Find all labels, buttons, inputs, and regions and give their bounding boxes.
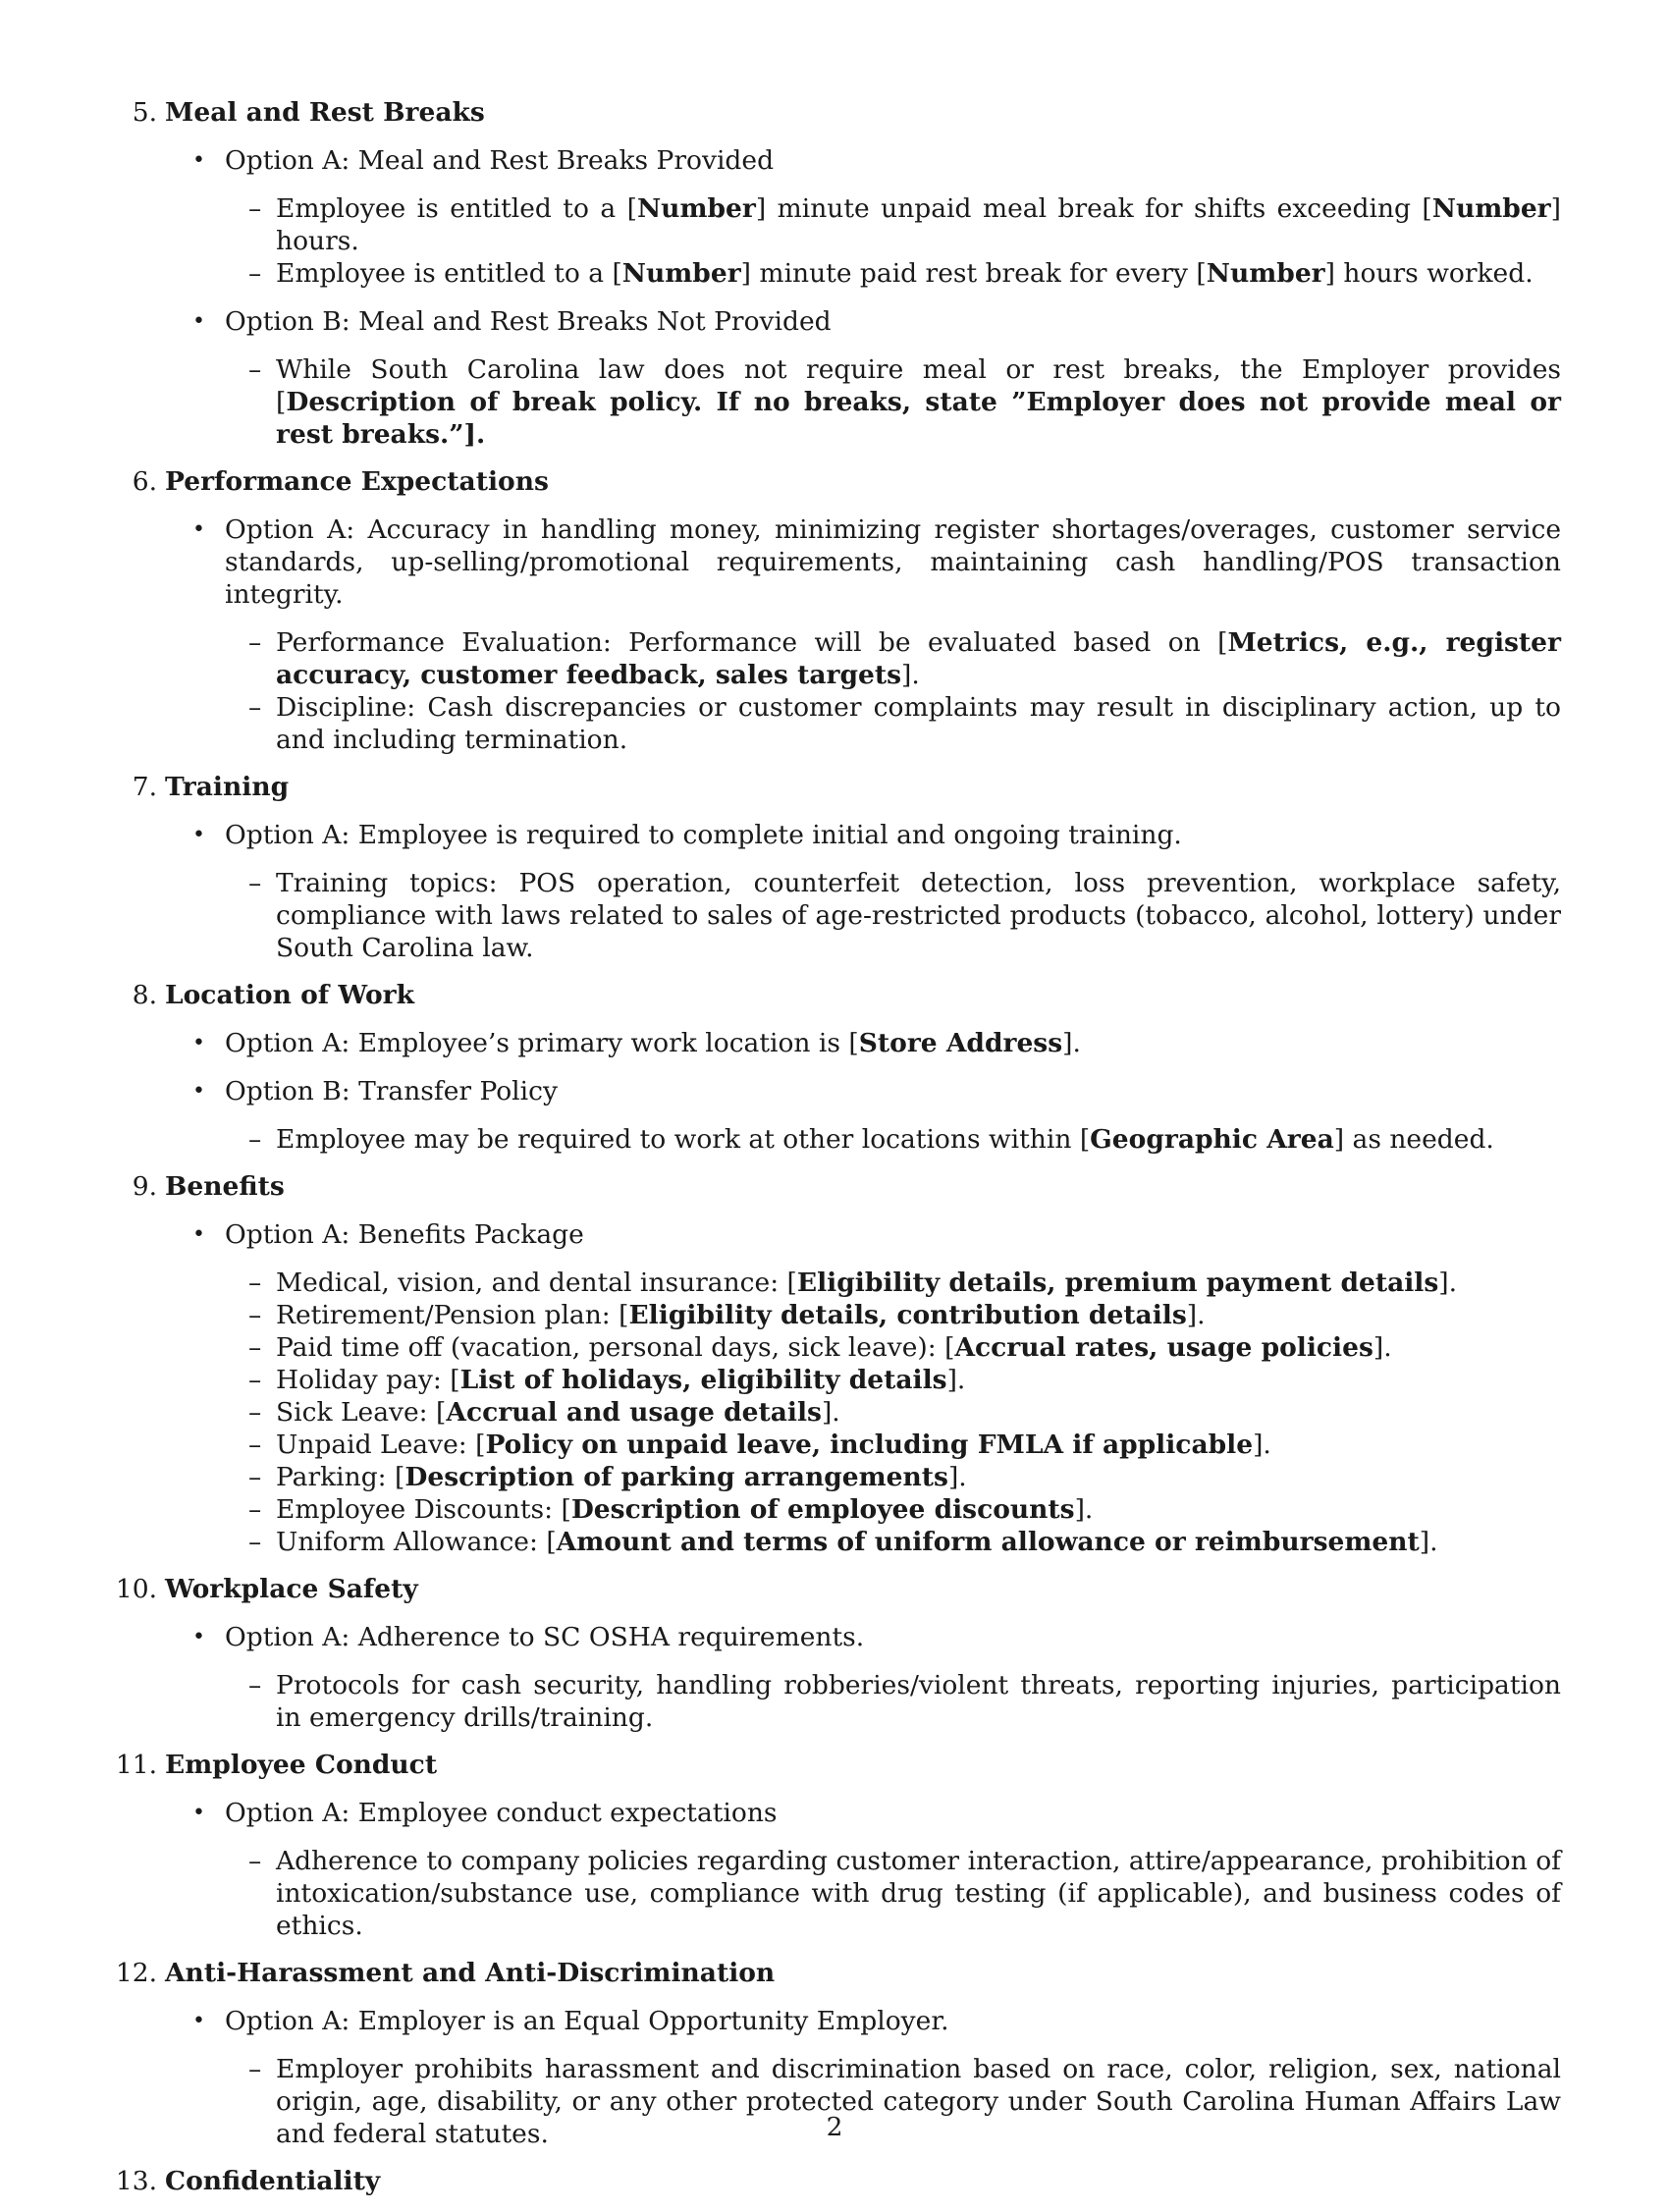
text-run: While South Carolina law does not require meal or rest breaks, the Employer provides [ xyxy=(276,354,1561,417)
placeholder-field: Description of break policy. If no breaks, state ”Employer does not provide meal or rest breaks.”]. xyxy=(276,387,1561,450)
sub-item xyxy=(225,257,1561,290)
section-title: Location of Work xyxy=(165,980,414,1010)
section-number: 10. xyxy=(115,1574,157,1604)
section-title: Meal and Rest Breaks xyxy=(165,97,485,128)
placeholder-field: Eligibility details, contribution details xyxy=(628,1300,1187,1330)
text-run: ]. xyxy=(946,1365,966,1395)
text-run: Adherence to company policies regarding customer interaction, attire/appearance, prohibition of intoxication/substance use, compliance with drug testing (if applicable), and business codes of ethics. xyxy=(276,1846,1561,1941)
text-run: Unpaid Leave: [ xyxy=(276,1430,486,1460)
option-item xyxy=(165,819,1561,964)
document-body xyxy=(115,96,1561,2212)
text-run: Paid time off (vacation, personal days, sick leave): [ xyxy=(276,1332,955,1363)
option-list xyxy=(165,819,1561,964)
option-item xyxy=(165,144,1561,290)
option-list xyxy=(165,1218,1561,1558)
option-text: • Option A: Employer is an Equal Opportunity Employer. xyxy=(225,2006,949,2036)
option-list xyxy=(165,1621,1561,1734)
text-run: Employee Discounts: [ xyxy=(276,1494,571,1525)
placeholder-field: Geographic Area xyxy=(1090,1124,1334,1155)
option-text xyxy=(225,1027,1561,1059)
text-run: Parking: [ xyxy=(276,1462,405,1492)
text-run: Performance Evaluation: Performance will be evaluated based on [ xyxy=(276,627,1228,658)
section-title: Performance Expectations xyxy=(165,466,549,497)
placeholder-field: Amount and terms of uniform allowance or reimbursement xyxy=(556,1527,1420,1557)
placeholder-field: List of holidays, eligibility details xyxy=(459,1365,947,1395)
section-title: Confidentiality xyxy=(165,2166,381,2196)
option-list xyxy=(165,1027,1561,1156)
sub-item xyxy=(225,1123,1561,1156)
text-run: ] minute unpaid meal break for shifts exceeding [ xyxy=(755,193,1432,224)
sub-list xyxy=(225,1267,1561,1558)
text-run: Option A: Employee’s primary work location is [ xyxy=(225,1028,859,1058)
sub-item xyxy=(225,1267,1561,1299)
sub-list xyxy=(225,192,1561,290)
section-number: 8. xyxy=(132,980,157,1010)
section-number: 9. xyxy=(132,1171,157,1202)
sub-item xyxy=(225,867,1561,964)
text-run: ]. xyxy=(947,1462,967,1492)
sub-item xyxy=(225,1493,1561,1526)
section-title: Anti-Harassment and Anti-Discrimination xyxy=(165,1958,776,1988)
text-run: ] hours worked. xyxy=(1324,258,1534,289)
section xyxy=(115,1749,1561,1942)
placeholder-field: Number xyxy=(1206,258,1325,289)
placeholder-field: Number xyxy=(636,193,756,224)
text-run: ]. xyxy=(1419,1527,1438,1557)
text-run: ]. xyxy=(1074,1494,1094,1525)
sub-item xyxy=(225,1396,1561,1429)
text-run: Holiday pay: [ xyxy=(276,1365,460,1395)
placeholder-field: Description of employee discounts xyxy=(570,1494,1075,1525)
text-run: Training topics: POS operation, counterfeit detection, loss prevention, workplace safety, compliance with laws related to sales of age-restricted products (tobacco, alcohol, lottery) under South Carolina law. xyxy=(276,868,1561,963)
placeholder-field: Accrual and usage details xyxy=(446,1397,822,1428)
text-run: Employee is entitled to a [ xyxy=(276,193,637,224)
placeholder-field: Number xyxy=(1431,193,1551,224)
option-item xyxy=(165,305,1561,451)
text-run: ]. xyxy=(901,660,920,690)
section-number: 5. xyxy=(132,97,157,128)
text-run: ] minute paid rest break for every [ xyxy=(740,258,1207,289)
section-number: 7. xyxy=(132,772,157,802)
option-item xyxy=(165,1218,1561,1558)
sub-item xyxy=(225,626,1561,691)
option-text: • Option B: Transfer Policy xyxy=(225,1076,558,1106)
placeholder-field: Metrics, e.g., register accuracy, customer feedback, sales targets xyxy=(276,627,1561,690)
text-run: Employer prohibits harassment and discrimination based on race, color, religion, sex, national origin, age, disability, or any other protected category under South Carolina Human Affairs Law and federal statutes. xyxy=(276,2054,1561,2149)
sub-item xyxy=(225,1669,1561,1734)
section xyxy=(128,771,1561,964)
sub-list xyxy=(225,626,1561,756)
section xyxy=(115,1573,1561,1734)
sub-list xyxy=(225,1669,1561,1734)
option-text: • Option B: Meal and Rest Breaks Not Provided xyxy=(225,306,832,337)
sub-item xyxy=(225,192,1561,257)
sub-list xyxy=(225,1123,1561,1156)
section-title: Employee Conduct xyxy=(165,1750,438,1780)
placeholder-field: Eligibility details, premium payment details xyxy=(796,1268,1439,1298)
text-run: ]. xyxy=(1253,1430,1271,1460)
section-number: 11. xyxy=(115,1750,157,1780)
section xyxy=(128,96,1561,451)
option-item xyxy=(165,1621,1561,1734)
option-item xyxy=(165,1075,1561,1156)
text-run: ]. xyxy=(1373,1332,1392,1363)
option-text: • Option A: Accuracy in handling money, minimizing register shortages/overages, customer service standards, up-selling/promotional requirements, maintaining cash handling/POS transaction integrity. xyxy=(225,514,1561,610)
placeholder-field: Store Address xyxy=(858,1028,1063,1058)
placeholder-field: Description of parking arrangements xyxy=(404,1462,948,1492)
text-run: Uniform Allowance: [ xyxy=(276,1527,557,1557)
option-text: • Option A: Adherence to SC OSHA requirements. xyxy=(225,1622,865,1652)
text-run: Protocols for cash security, handling robberies/violent threats, reporting injuries, participation in emergency drills/training. xyxy=(276,1670,1561,1733)
text-run: ] hours. xyxy=(276,193,1561,256)
section xyxy=(128,465,1561,756)
sub-item xyxy=(225,1299,1561,1331)
option-list xyxy=(165,513,1561,756)
section xyxy=(128,979,1561,1156)
option-item xyxy=(165,1027,1561,1059)
option-item xyxy=(165,513,1561,756)
option-text: • Option A: Meal and Rest Breaks Provided xyxy=(225,145,775,176)
sub-item xyxy=(225,1461,1561,1493)
text-run: Discipline: Cash discrepancies or customer complaints may result in disciplinary action, up to and including termination. xyxy=(276,692,1561,755)
text-run: ]. xyxy=(1062,1028,1081,1058)
sub-list xyxy=(225,353,1561,451)
sub-item xyxy=(225,1429,1561,1461)
placeholder-field: Policy on unpaid leave, including FMLA if applicable xyxy=(485,1430,1254,1460)
sub-list xyxy=(225,1845,1561,1942)
option-text: • Option A: Benefits Package xyxy=(225,1219,584,1250)
section-title: Training xyxy=(165,772,290,802)
text-run: Employee is entitled to a [ xyxy=(276,258,622,289)
section-number: 6. xyxy=(132,466,157,497)
section-number: 12. xyxy=(115,1958,157,1988)
option-text: • Option A: Employee conduct expectations xyxy=(225,1798,778,1828)
section-title: Workplace Safety xyxy=(165,1574,418,1604)
sub-item xyxy=(225,1331,1561,1364)
text-run: Employee may be required to work at other locations within [ xyxy=(276,1124,1091,1155)
page-number: 2 xyxy=(826,2112,843,2142)
section xyxy=(128,1170,1561,1558)
sub-item xyxy=(225,1526,1561,1558)
option-list xyxy=(165,1797,1561,1942)
sub-item xyxy=(225,1364,1561,1396)
placeholder-field: Number xyxy=(621,258,741,289)
text-run: ]. xyxy=(821,1397,840,1428)
text-run: Retirement/Pension plan: [ xyxy=(276,1300,629,1330)
text-run: Sick Leave: [ xyxy=(276,1397,447,1428)
text-run: ] as needed. xyxy=(1333,1124,1494,1155)
sub-list xyxy=(225,867,1561,964)
section-title: Benefits xyxy=(165,1171,285,1202)
sub-item xyxy=(225,691,1561,756)
section xyxy=(115,2165,1561,2197)
option-text: • Option A: Employee is required to complete initial and ongoing training. xyxy=(225,820,1182,850)
option-list xyxy=(165,144,1561,451)
option-item xyxy=(165,1797,1561,1942)
text-run: ]. xyxy=(1438,1268,1458,1298)
text-run: ]. xyxy=(1186,1300,1206,1330)
sub-item xyxy=(225,1845,1561,1942)
section-number: 13. xyxy=(115,2166,157,2196)
text-run: Medical, vision, and dental insurance: [ xyxy=(276,1268,797,1298)
placeholder-field: Accrual rates, usage policies xyxy=(954,1332,1373,1363)
sub-item xyxy=(225,353,1561,451)
